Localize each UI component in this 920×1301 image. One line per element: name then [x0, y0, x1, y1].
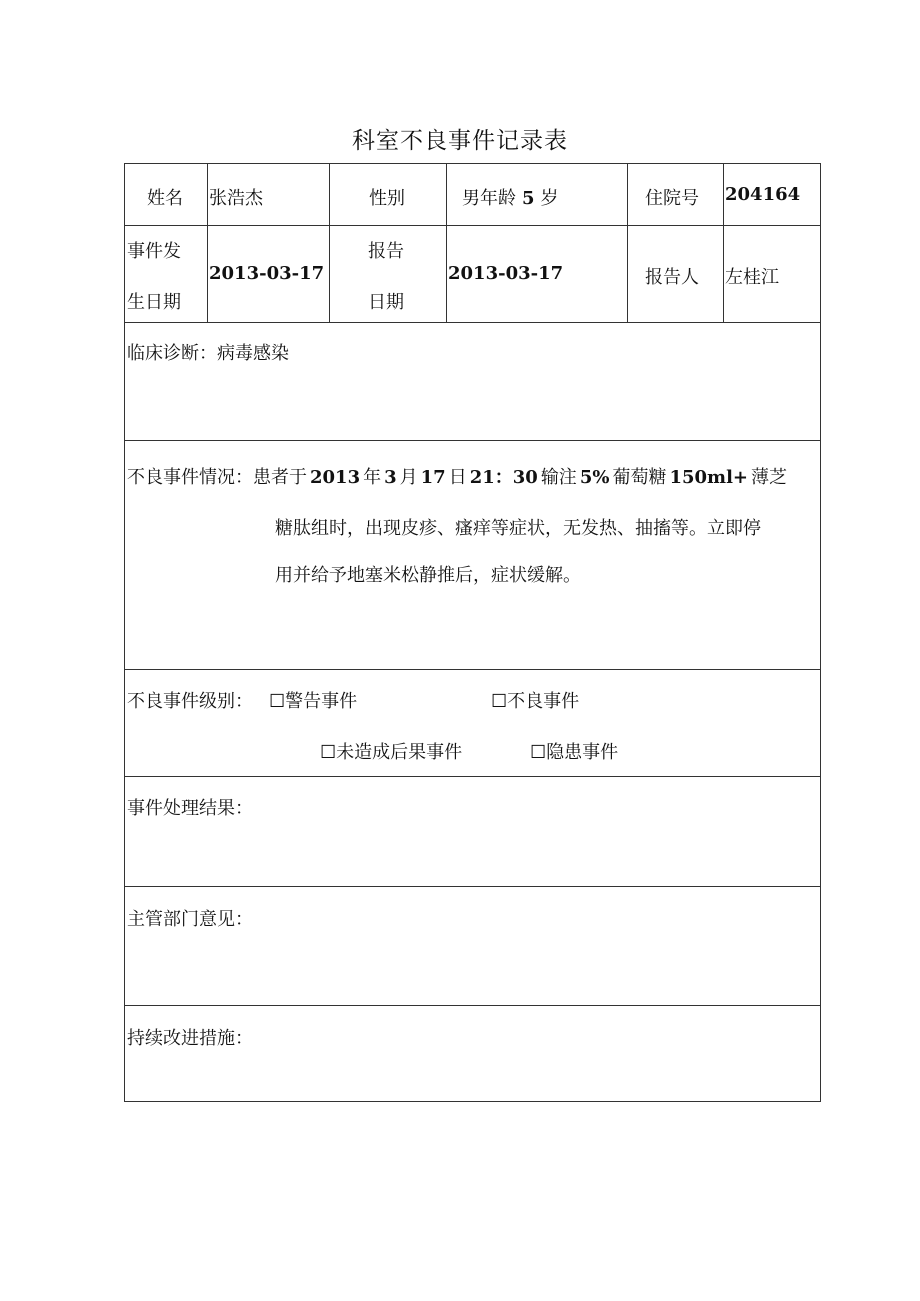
inpatient-number-label: 住院号: [645, 188, 699, 209]
row-divider: [125, 440, 820, 441]
column-divider: [627, 164, 628, 322]
row-divider: [125, 225, 820, 226]
event-date-label-line1: 事件发: [127, 241, 181, 262]
age-value: 5: [522, 188, 535, 209]
concentration-value: 5%: [579, 467, 610, 488]
column-divider: [446, 164, 447, 322]
option-label: 隐患事件: [546, 742, 619, 763]
report-date-label-line2: 日期: [368, 292, 404, 313]
option-adverse-event[interactable]: [491, 687, 579, 713]
text-segment: 薄芝: [751, 467, 787, 488]
column-divider: [329, 164, 330, 322]
row-divider: [125, 776, 820, 777]
event-date-label-line2: 生日期: [127, 292, 181, 313]
text-segment: 日: [448, 467, 467, 488]
text-segment: 输注: [540, 467, 577, 488]
report-date-value: 2013-03-17: [448, 263, 564, 284]
option-label: 未造成后果事件: [336, 742, 463, 763]
text-segment: 葡萄糖: [612, 467, 667, 488]
name-value: 张浩杰: [209, 188, 263, 209]
form-title: 科室不良事件记录表: [352, 128, 568, 154]
handling-result-label: 事件处理结果：: [127, 798, 253, 819]
text-segment: 月: [399, 467, 418, 488]
column-divider: [207, 164, 208, 322]
incident-record-table: [124, 163, 821, 1102]
event-situation-line1: [127, 463, 787, 489]
checkbox-icon[interactable]: ☐: [530, 742, 547, 763]
checkbox-icon[interactable]: ☐: [320, 742, 337, 763]
event-situation-label: 不良事件情况：: [127, 467, 253, 488]
text-segment: 年: [363, 467, 382, 488]
inpatient-number-value: 204164: [725, 184, 801, 205]
option-warning-event[interactable]: [269, 687, 357, 713]
year-value: 2013: [310, 467, 361, 488]
volume-value: 150ml+: [669, 467, 748, 488]
report-date-label-line1: 报告: [368, 241, 404, 262]
age-unit: 岁: [540, 188, 559, 209]
row-divider: [125, 669, 820, 670]
event-situation-line3: 用并给予地塞米松静推后，症状缓解。: [275, 565, 581, 586]
diagnosis-value: 病毒感染: [217, 343, 289, 364]
diagnosis-label: 临床诊断：: [127, 343, 217, 364]
name-label: 姓名: [147, 188, 183, 209]
checkbox-icon[interactable]: ☐: [491, 691, 508, 712]
diagnosis-row: [127, 339, 289, 365]
reporter-label: 报告人: [645, 267, 699, 288]
event-date-value: 2013-03-17: [209, 263, 325, 284]
gender-age-value: [462, 184, 559, 210]
option-label: 不良事件: [507, 691, 580, 712]
row-divider: [125, 1005, 820, 1006]
supervisor-opinion-label: 主管部门意见：: [127, 909, 253, 930]
checkbox-icon[interactable]: ☐: [269, 691, 286, 712]
gender-age-prefix: 男年龄: [462, 188, 516, 209]
event-situation-line2: 糖肽组时，出现皮疹、瘙痒等症状，无发热、抽搐等。立即停: [275, 518, 761, 539]
gender-label: 性别: [369, 188, 405, 209]
column-divider: [723, 164, 724, 322]
option-label: 警告事件: [285, 691, 358, 712]
event-level-label: 不良事件级别：: [127, 691, 253, 712]
day-value: 17: [420, 467, 446, 488]
improvement-measures-label: 持续改进措施：: [127, 1028, 253, 1049]
option-hidden-danger-event[interactable]: [530, 738, 618, 764]
option-no-consequence-event[interactable]: [320, 738, 462, 764]
time-value: 21：30: [469, 467, 538, 488]
row-divider: [125, 886, 820, 887]
text-segment: 患者于: [253, 467, 307, 488]
reporter-value: 左桂江: [725, 267, 779, 288]
month-value: 3: [384, 467, 397, 488]
row-divider: [125, 322, 820, 323]
